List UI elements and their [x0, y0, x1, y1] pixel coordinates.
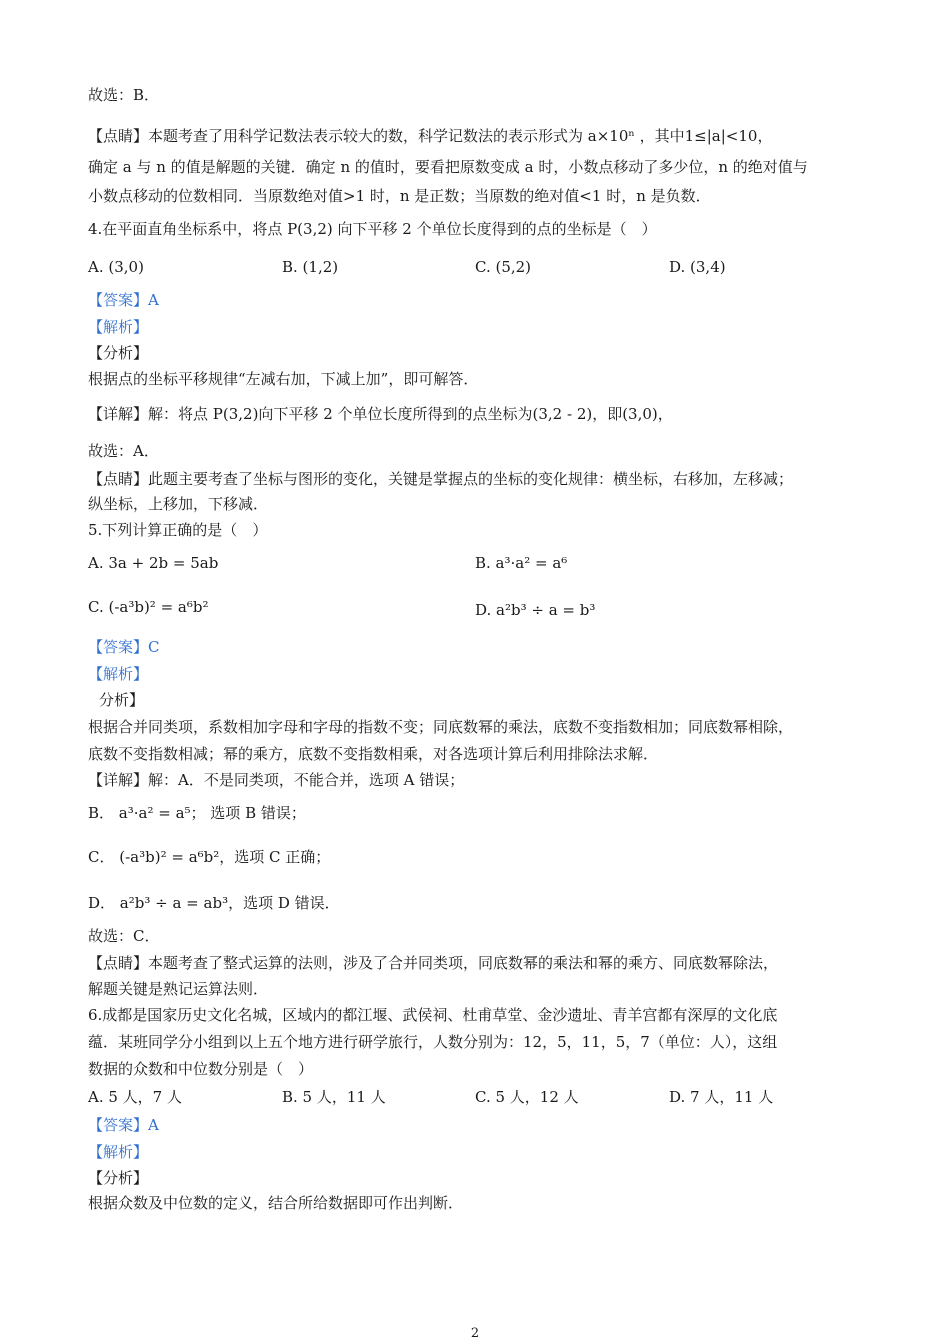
comment-line: 解题关键是熟记运算法则． — [88, 980, 269, 998]
q5-option-b: B. a³·a² = a⁶ — [475, 554, 568, 572]
analysis-heading: 【分析】 — [88, 344, 149, 362]
q6-option-c: C. 5 人，12 人 — [475, 1088, 579, 1106]
analysis-text: 根据合并同类项，系数相加字母和字母的指数不变；同底数幂的乘法，底数不变指数相加；同底数幂相除， — [88, 718, 794, 736]
comment-text: 本题考查了用科学记数法表示较大的数，科学记数法的表示形式为 a×10ⁿ ，其中1≤|a|<10， — [148, 127, 773, 145]
q6-option-d: D. 7 人，11 人 — [669, 1088, 774, 1106]
q6-option-a: A. 5 人，7 人 — [88, 1088, 182, 1106]
choice-text: 故选：C． — [88, 927, 160, 945]
analysis-text: 根据点的坐标平移规律“左减右加，下减上加”，即可解答． — [88, 370, 479, 388]
analysis-text: 根据众数及中位数的定义，结合所给数据即可作出判断． — [88, 1194, 464, 1212]
question-6: 蕴．某班同学分小组到以上五个地方进行研学旅行，人数分别为：12，5，11，5，7（单位：人），这组 — [88, 1033, 778, 1051]
comment-line: 确定 a 与 n 的值是解题的关键．确定 n 的值时，要看把原数变成 a 时，小数点移动了多少位，n 的绝对值与 — [88, 158, 808, 176]
q4-option-b: B. (1,2) — [282, 258, 339, 276]
answer-label: 【答案】A — [88, 1116, 159, 1134]
detail-text: C． (-a³b)² = a⁶b²，选项 C 正确； — [88, 848, 331, 866]
answer-choice-line: 故选：B． — [88, 86, 160, 104]
q4-option-c: C. (5,2) — [475, 258, 532, 276]
comment-line: 【点睛】本题考查了整式运算的法则，涉及了合并同类项，同底数幂的乘法和幂的乘方、同底数幂除法， — [88, 954, 779, 972]
analysis-text: 底数不变指数相减；幂的乘方，底数不变指数相乘，对各选项计算后利用排除法求解． — [88, 745, 659, 763]
comment-line: 纵坐标，上移加，下移减． — [88, 495, 269, 513]
detail-text: B． a³·a² = a⁵； 选项 B 错误； — [88, 804, 306, 822]
answer-label: 【答案】C — [88, 638, 160, 656]
detail-text: 【详解】解：将点 P(3,2)向下平移 2 个单位长度所得到的点坐标为(3,2 - 2)，即(3,0)， — [88, 405, 673, 423]
detail-text: 【详解】解：A．不是同类项，不能合并，选项 A 错误； — [88, 771, 465, 789]
q5-option-c: C. (-a³b)² = a⁶b² — [88, 598, 209, 616]
page-number: 2 — [470, 1326, 480, 1341]
comment-line — [88, 126, 772, 146]
q5-option-d: D. a²b³ ÷ a = b³ — [475, 601, 596, 619]
comment-line: 小数点移动的位数相同．当原数绝对值>1 时，n 是正数；当原数的绝对值<1 时，n 是负数． — [88, 187, 711, 205]
q4-option-a: A. (3,0) — [88, 258, 144, 276]
analysis-label: 【解析】 — [88, 1143, 149, 1161]
comment-label: 【点睛】 — [88, 127, 149, 145]
q4-option-d: D. (3,4) — [669, 258, 726, 276]
question-5: 5.下列计算正确的是（ ） — [88, 521, 268, 539]
answer-label: 【答案】A — [88, 291, 159, 309]
analysis-heading: 【分析】 — [88, 1169, 149, 1187]
question-4: 4.在平面直角坐标系中，将点 P(3,2) 向下平移 2 个单位长度得到的点的坐标是（ ） — [88, 220, 657, 238]
detail-text: D． a²b³ ÷ a = ab³，选项 D 错误． — [88, 894, 340, 912]
q5-option-a: A. 3a + 2b = 5ab — [88, 554, 219, 572]
analysis-heading: 分析】 — [99, 691, 145, 709]
analysis-label: 【解析】 — [88, 318, 149, 336]
question-6: 6.成都是国家历史文化名城，区域内的都江堰、武侯祠、杜甫草堂、金沙遗址、青羊宫都有深厚的文化底 — [88, 1006, 778, 1024]
q6-option-b: B. 5 人，11 人 — [282, 1088, 386, 1106]
choice-text: 故选：A． — [88, 442, 159, 460]
comment-line: 【点睛】此题主要考查了坐标与图形的变化，关键是掌握点的坐标的变化规律：横坐标，右移加，左移减； — [88, 470, 794, 488]
question-6: 数据的众数和中位数分别是（ ） — [88, 1060, 314, 1078]
analysis-label: 【解析】 — [88, 665, 149, 683]
